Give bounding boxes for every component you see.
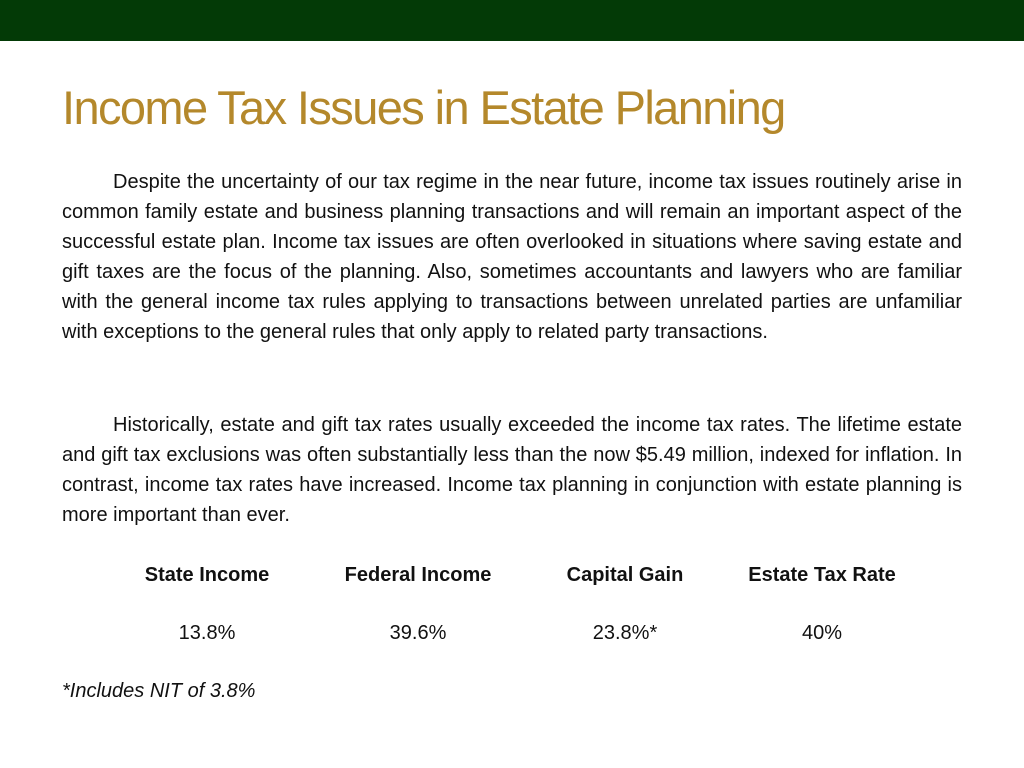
rate-header: State Income — [144, 564, 270, 586]
footnote: *Includes NIT of 3.8% — [62, 680, 256, 702]
history-paragraph: Historically, estate and gift tax rates usually exceeded the income tax rates. The lifetime estate and gift tax exclusions was often substantially less than the now $5.49 million, indexed for inflation. In contrast, income tax rates have increased. Income tax planning in conjunction with estate planning is more important than ever. — [62, 414, 962, 526]
rate-header: Federal Income — [344, 564, 492, 586]
rate-header: Capital Gain — [566, 564, 684, 586]
rate-value: 23.8%* — [592, 622, 658, 644]
intro-paragraph: Despite the uncertainty of our tax regime in the near future, income tax issues routinely arise in common family estate and business planning transactions and will remain an important aspect of the successful estate plan. Income tax issues are often overlooked in situations where saving estate and gift taxes are the focus of the planning. Also, sometimes accountants and lawyers who are familiar with the general income tax rules applying to transactions between unrelated parties are unfamiliar with exceptions to the general rules that only apply to related party transactions. — [62, 171, 962, 343]
rate-value: 39.6% — [389, 622, 447, 644]
slide-title: Income Tax Issues in Estate Planning — [62, 81, 785, 134]
rate-column-estate-tax — [712, 560, 932, 648]
rate-header: Estate Tax Rate — [748, 564, 896, 586]
rate-column-federal-income — [308, 560, 528, 648]
rate-column-capital-gain — [515, 560, 735, 648]
rate-value: 13.8% — [178, 622, 236, 644]
rate-column-state-income — [97, 560, 317, 648]
header-bar — [0, 0, 1024, 41]
rate-value: 40% — [801, 622, 843, 644]
